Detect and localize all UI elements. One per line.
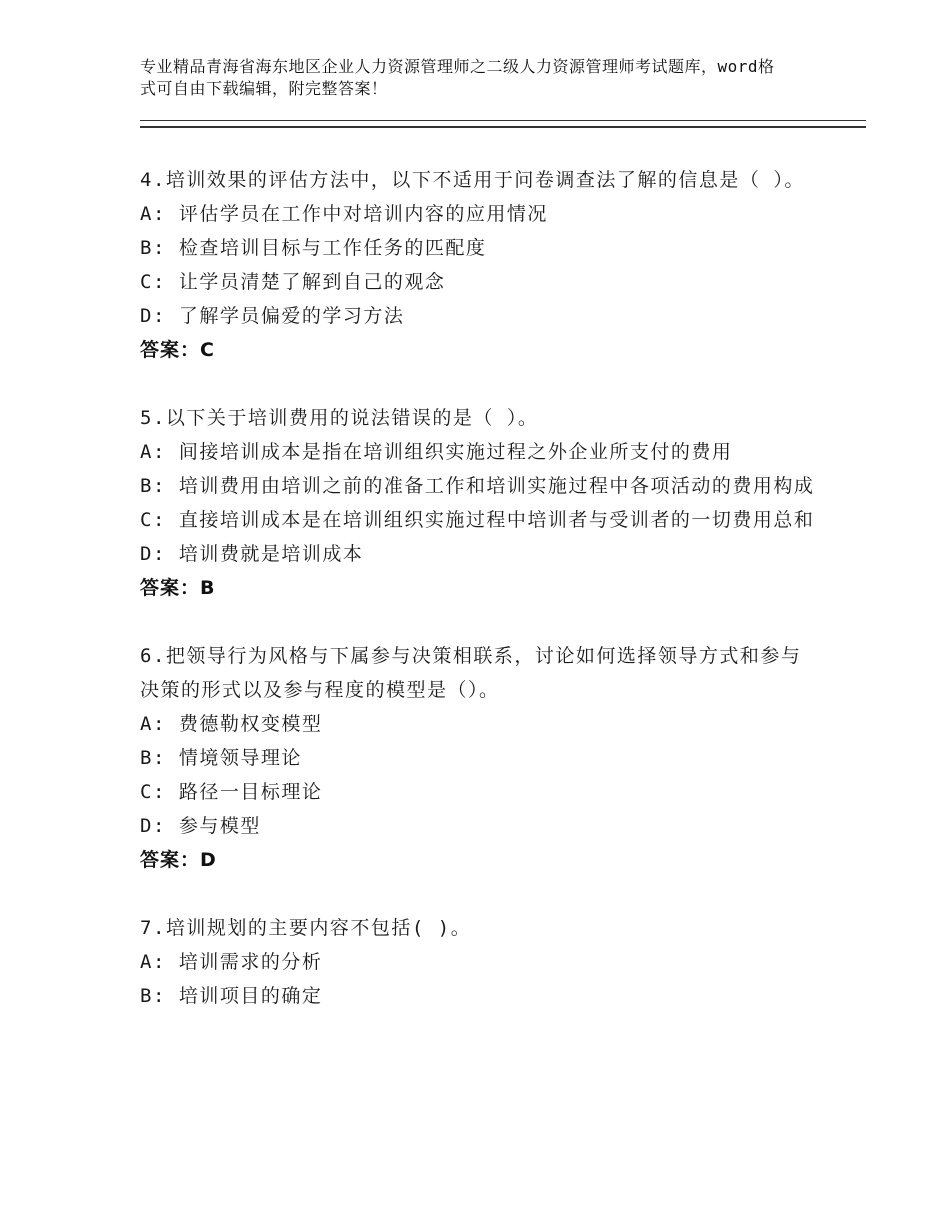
option-c: C: 路径一目标理论 [140, 781, 323, 803]
option-d: D: 参与模型 [140, 815, 261, 837]
question-stem: 5.以下关于培训费用的说法错误的是（ ）。 [140, 407, 539, 429]
question-stem: 6.把领导行为风格与下属参与决策相联系，讨论如何选择领导方式和参与决策的形式以及参与程度的模型是（）。 [140, 645, 802, 701]
option-a: A: 费德勒权变模型 [140, 713, 323, 735]
option-a: A: 评估学员在工作中对培训内容的应用情况 [140, 203, 548, 225]
document-header-title: 专业精品青海省海东地区企业人力资源管理师之二级人力资源管理师考试题库，word格式可自由下载编辑，附完整答案！ [140, 57, 775, 98]
header-divider [140, 120, 866, 128]
option-c: C: 让学员清楚了解到自己的观念 [140, 271, 446, 293]
option-b: B: 培训项目的确定 [140, 985, 323, 1007]
answer-label: 答案：D [140, 849, 217, 871]
option-b: B: 检查培训目标与工作任务的匹配度 [140, 237, 487, 259]
question-list [140, 163, 820, 1047]
question-7 [140, 911, 820, 1013]
question-stem: 7.培训规划的主要内容不包括( )。 [140, 917, 472, 939]
option-b: B: 情境领导理论 [140, 747, 302, 769]
question-4 [140, 163, 820, 367]
option-a: A: 间接培训成本是指在培训组织实施过程之外企业所支付的费用 [140, 441, 733, 463]
answer-label: 答案：B [140, 577, 216, 599]
answer-label: 答案：C [140, 339, 215, 361]
question-5 [140, 401, 820, 605]
option-d: D: 培训费就是培训成本 [140, 543, 364, 565]
option-d: D: 了解学员偏爱的学习方法 [140, 305, 405, 327]
question-stem: 4.培训效果的评估方法中，以下不适用于问卷调查法了解的信息是（ ）。 [140, 169, 805, 191]
option-a: A: 培训需求的分析 [140, 951, 323, 973]
option-c: C: 直接培训成本是在培训组织实施过程中培训者与受训者的一切费用总和 [140, 509, 815, 531]
option-b: B: 培训费用由培训之前的准备工作和培训实施过程中各项活动的费用构成 [140, 475, 815, 497]
question-6 [140, 639, 820, 877]
